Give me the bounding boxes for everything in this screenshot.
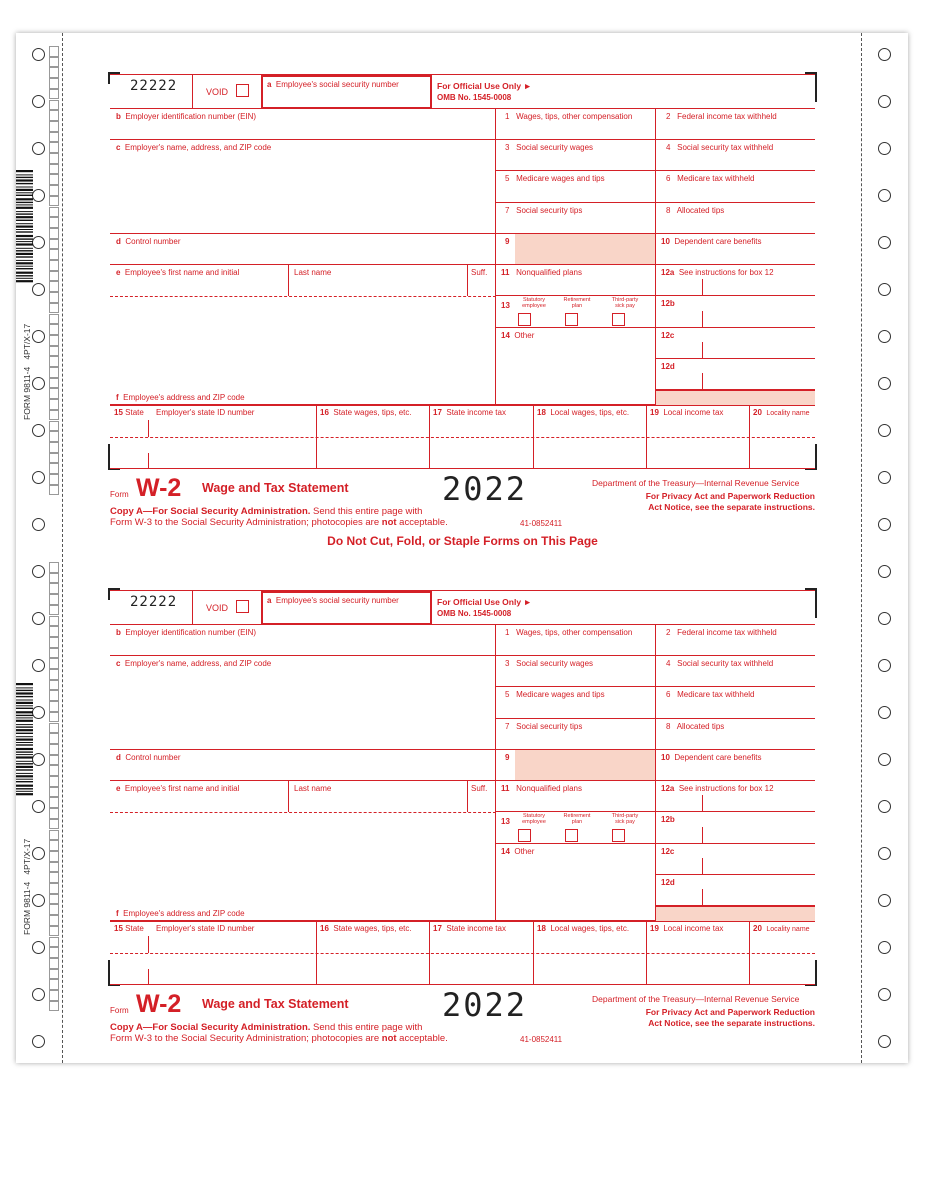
box-7-label: Social security tips [516,206,583,215]
divider [533,405,534,469]
box-20-label: Locality name [766,410,810,417]
divider [288,781,289,812]
box-12b-label: 12b [661,299,675,308]
control-number-label: Control number [125,237,181,246]
state-divider [148,969,149,985]
code-divider [702,311,703,328]
third-party-sick-pay-checkbox[interactable] [612,313,625,326]
void-checkbox[interactable] [236,600,249,613]
dashed-separator [110,437,815,438]
privacy-notice-line-2: Act Notice, see the separate instructions. [648,502,815,512]
box-16-label: State wages, tips, etc. [333,408,412,417]
form-word: Form [110,490,129,499]
box-2-label: Federal income tax withheld [677,628,777,637]
box-15-id-label: Employer's state ID number [156,408,255,417]
dashed-separator [110,296,496,297]
state-divider [148,420,149,437]
w2-form-copy-2 [0,516,925,1044]
state-divider [148,453,149,469]
box-8-label: Allocated tips [676,722,725,731]
ssn-label: Employee's social security number [275,80,399,89]
box-12-shaded [656,906,815,922]
box-17-label: State income tax [446,408,506,417]
statutory-employee-label: Statutory employee [522,297,546,309]
box-15-id-label: Employer's state ID number [156,924,255,933]
copy-a-line-1: Copy A—For Social Security Administration. Send this entire page with [110,506,423,517]
state-divider [148,936,149,953]
suffix-label: Suff. [471,268,488,277]
employer-name-field[interactable] [110,140,496,234]
statutory-employee-label: Statutory employee [522,813,546,825]
form-word: Form [110,1006,129,1015]
w2-form-grid: 22222 VOID a Employee's social security number For Official Use Only ► OMB No. 1545-0008 b Employer identification number (EIN) c Employer's name, address, and ZIP code d Control number e Employee's first name and initial Last name Suff. f Employee's address and ZIP code 1 Wages, tips, other compensation 3 Social security wages 5 Medicare wages and tips 7 Social security tips 9 11 Nonqualified plans 13 Statutory employee Retirement plan Third-party sick pay 14 Other 2 Federal income tax withheld 4 Social security tax withheld 6 Medicare tax withheld 8 Allocated tips 10 Dependent care benefits 12a See instructions for box 12 12b 12c 12d 15 State Employer's state ID number 16 State wages, tips, etc. 17 State income tax 18 Local wages, tips, etc. 19 Local income tax 20 Locality name [110,590,815,985]
box-18-label: Local wages, tips, etc. [550,408,630,417]
box-11-label: Nonqualified plans [516,268,582,277]
box-6-label: Medicare tax withheld [677,174,755,183]
catalog-number: 41-0852411 [520,519,563,528]
last-name-label: Last name [294,784,332,793]
employee-first-name-label: Employee's first name and initial [124,784,240,793]
box-12a-label: See instructions for box 12 [678,784,774,793]
box-12-shaded [656,390,815,406]
privacy-notice-line-1: For Privacy Act and Paperwork Reduction [645,491,815,501]
box-12b-field[interactable] [656,812,815,844]
box-5-label: Medicare wages and tips [516,174,605,183]
department-label: Department of the Treasury—Internal Revenue Service [592,994,800,1004]
form-title: Wage and Tax Statement [202,997,349,1011]
divider [429,921,430,985]
box-1-label: Wages, tips, other compensation [516,112,633,121]
tax-year: 2022 [442,986,528,1024]
divider [749,921,750,985]
tractor-hole [878,1035,891,1048]
box-4-label: Social security tax withheld [677,143,774,152]
box-16-label: State wages, tips, etc. [333,924,412,933]
box-18-label: Local wages, tips, etc. [550,924,630,933]
box-9-field [496,750,656,781]
employee-name-address-field[interactable] [110,781,496,921]
box-3-label: Social security wages [516,143,594,152]
divider [749,405,750,469]
statutory-employee-checkbox[interactable] [518,313,531,326]
catalog-number: 41-0852411 [520,1035,563,1044]
ein-label: Employer identification number (EIN) [125,628,257,637]
box-6-label: Medicare tax withheld [677,690,755,699]
box-12d-field[interactable] [656,359,815,390]
divider [467,781,468,812]
employee-address-label: Employee's address and ZIP code [123,393,245,402]
side-form-code-bottom: FORM 9811-4 4PT/X-17 [22,838,32,935]
last-name-label: Last name [294,268,332,277]
box-12c-field[interactable] [656,328,815,359]
box-12d-label: 12d [661,878,675,887]
box-1-label: Wages, tips, other compensation [516,628,633,637]
retirement-plan-label: Retirement plan [563,813,591,825]
employer-name-field[interactable] [110,656,496,750]
employer-name-label: Employer's name, address, and ZIP code [124,659,272,668]
side-form-code-top: FORM 9811-4 4PT/X-17 [22,323,32,420]
do-not-cut-warning: Do Not Cut, Fold, or Staple Forms on This Page [327,534,598,548]
statutory-employee-checkbox[interactable] [518,829,531,842]
retirement-plan-label: Retirement plan [563,297,591,309]
void-label: VOID [206,87,229,97]
box-11-label: Nonqualified plans [516,784,582,793]
box-17-label: State income tax [446,924,506,933]
divider [316,405,317,469]
box-3-label: Social security wages [516,659,594,668]
control-number-label: Control number [125,753,181,762]
third-party-sick-pay-label: Third-party sick pay [611,297,639,309]
retirement-plan-checkbox[interactable] [565,313,578,326]
box-19-label: Local income tax [663,924,724,933]
box-12b-field[interactable] [656,296,815,328]
official-use-label: For Official Use Only ► [437,597,532,607]
copy-a-line-1: Copy A—For Social Security Administration. Send this entire page with [110,1022,423,1033]
code-divider [702,279,703,296]
box-7-label: Social security tips [516,722,583,731]
privacy-notice-line-2: Act Notice, see the separate instructions. [648,1018,815,1028]
box-letter: a [267,596,272,605]
official-use-label: For Official Use Only ► [437,81,532,91]
divider [646,921,647,985]
box-12c-label: 12c [661,847,675,856]
department-label: Department of the Treasury—Internal Revenue Service [592,478,800,488]
employee-first-name-label: Employee's first name and initial [124,268,240,277]
ssn-label: Employee's social security number [275,596,399,605]
box-4-label: Social security tax withheld [677,659,774,668]
box-12a-label: See instructions for box 12 [678,268,774,277]
tax-year: 2022 [442,470,528,508]
box-9-field [496,234,656,265]
employer-name-label: Employer's name, address, and ZIP code [124,143,272,152]
employee-address-label: Employee's address and ZIP code [123,909,245,918]
box-12c-field[interactable] [656,844,815,875]
divider [467,265,468,296]
code-divider [702,342,703,359]
w2-form-copy-1 [0,0,925,528]
box-2-label: Federal income tax withheld [677,112,777,121]
box-15-state-label: State [125,924,144,933]
divider [192,590,193,625]
copy-a-line-2: Form W-3 to the Social Security Administration; photocopies are not acceptable. [110,1033,448,1044]
divider [533,921,534,985]
tractor-hole [32,1035,45,1048]
w2-form-grid: 22222 VOID a Employee's social security number For Official Use Only ► OMB No. 1545-0008 b Employer identification number (EIN) c Employer's name, address, and ZIP code d Control number e Employee's first name and initial Last name Suff. f Employee's address and ZIP code 1 Wages, tips, other compensation 3 Social security wages 5 Medicare wages and tips 7 Social security tips 9 11 Nonqualified plans 13 Statutory employee Retirement plan Third-party sick pay 14 Other 2 Federal income tax withheld 4 Social security tax withheld 6 Medicare tax withheld 8 Allocated tips 10 Dependent care benefits 12a See instructions for box 12 12b 12c 12d 15 State Employer's state ID number 16 State wages, tips, etc. 17 State income tax 18 Local wages, tips, etc. 19 Local income tax 20 Locality name [110,74,815,469]
box-10-label: Dependent care benefits [674,237,762,246]
void-checkbox[interactable] [236,84,249,97]
dashed-separator [110,812,496,813]
box-letter: a [267,80,272,89]
box-14-label: Other [514,331,535,340]
omb-number: OMB No. 1545-0008 [437,93,512,102]
form-name: W-2 [136,990,182,1018]
divider [316,921,317,985]
third-party-sick-pay-label: Third-party sick pay [611,813,639,825]
form-name: W-2 [136,474,182,502]
privacy-notice-line-1: For Privacy Act and Paperwork Reduction [645,1007,815,1017]
divider [646,405,647,469]
third-party-sick-pay-checkbox[interactable] [612,829,625,842]
box-12d-field[interactable] [656,875,815,906]
omb-number: OMB No. 1545-0008 [437,609,512,618]
box-code: 22222 [130,594,178,610]
box-20-label: Locality name [766,926,810,933]
ein-label: Employer identification number (EIN) [125,112,257,121]
code-divider [702,827,703,844]
divider [429,405,430,469]
box-8-label: Allocated tips [676,206,725,215]
retirement-plan-checkbox[interactable] [565,829,578,842]
copy-a-line-2: Form W-3 to the Social Security Administration; photocopies are not acceptable. [110,517,448,528]
form-title: Wage and Tax Statement [202,481,349,495]
divider [192,74,193,109]
box-19-label: Local income tax [663,408,724,417]
box-14-label: Other [514,847,535,856]
employee-name-address-field[interactable] [110,265,496,405]
suffix-label: Suff. [471,784,488,793]
code-divider [702,858,703,875]
box-15-state-label: State [125,408,144,417]
divider [288,265,289,296]
code-divider [702,795,703,812]
code-divider [702,373,703,390]
box-12d-label: 12d [661,362,675,371]
box-12b-label: 12b [661,815,675,824]
box-10-label: Dependent care benefits [674,753,762,762]
dashed-separator [110,953,815,954]
code-divider [702,889,703,906]
box-5-label: Medicare wages and tips [516,690,605,699]
void-label: VOID [206,603,229,613]
box-code: 22222 [130,78,178,94]
box-12c-label: 12c [661,331,675,340]
